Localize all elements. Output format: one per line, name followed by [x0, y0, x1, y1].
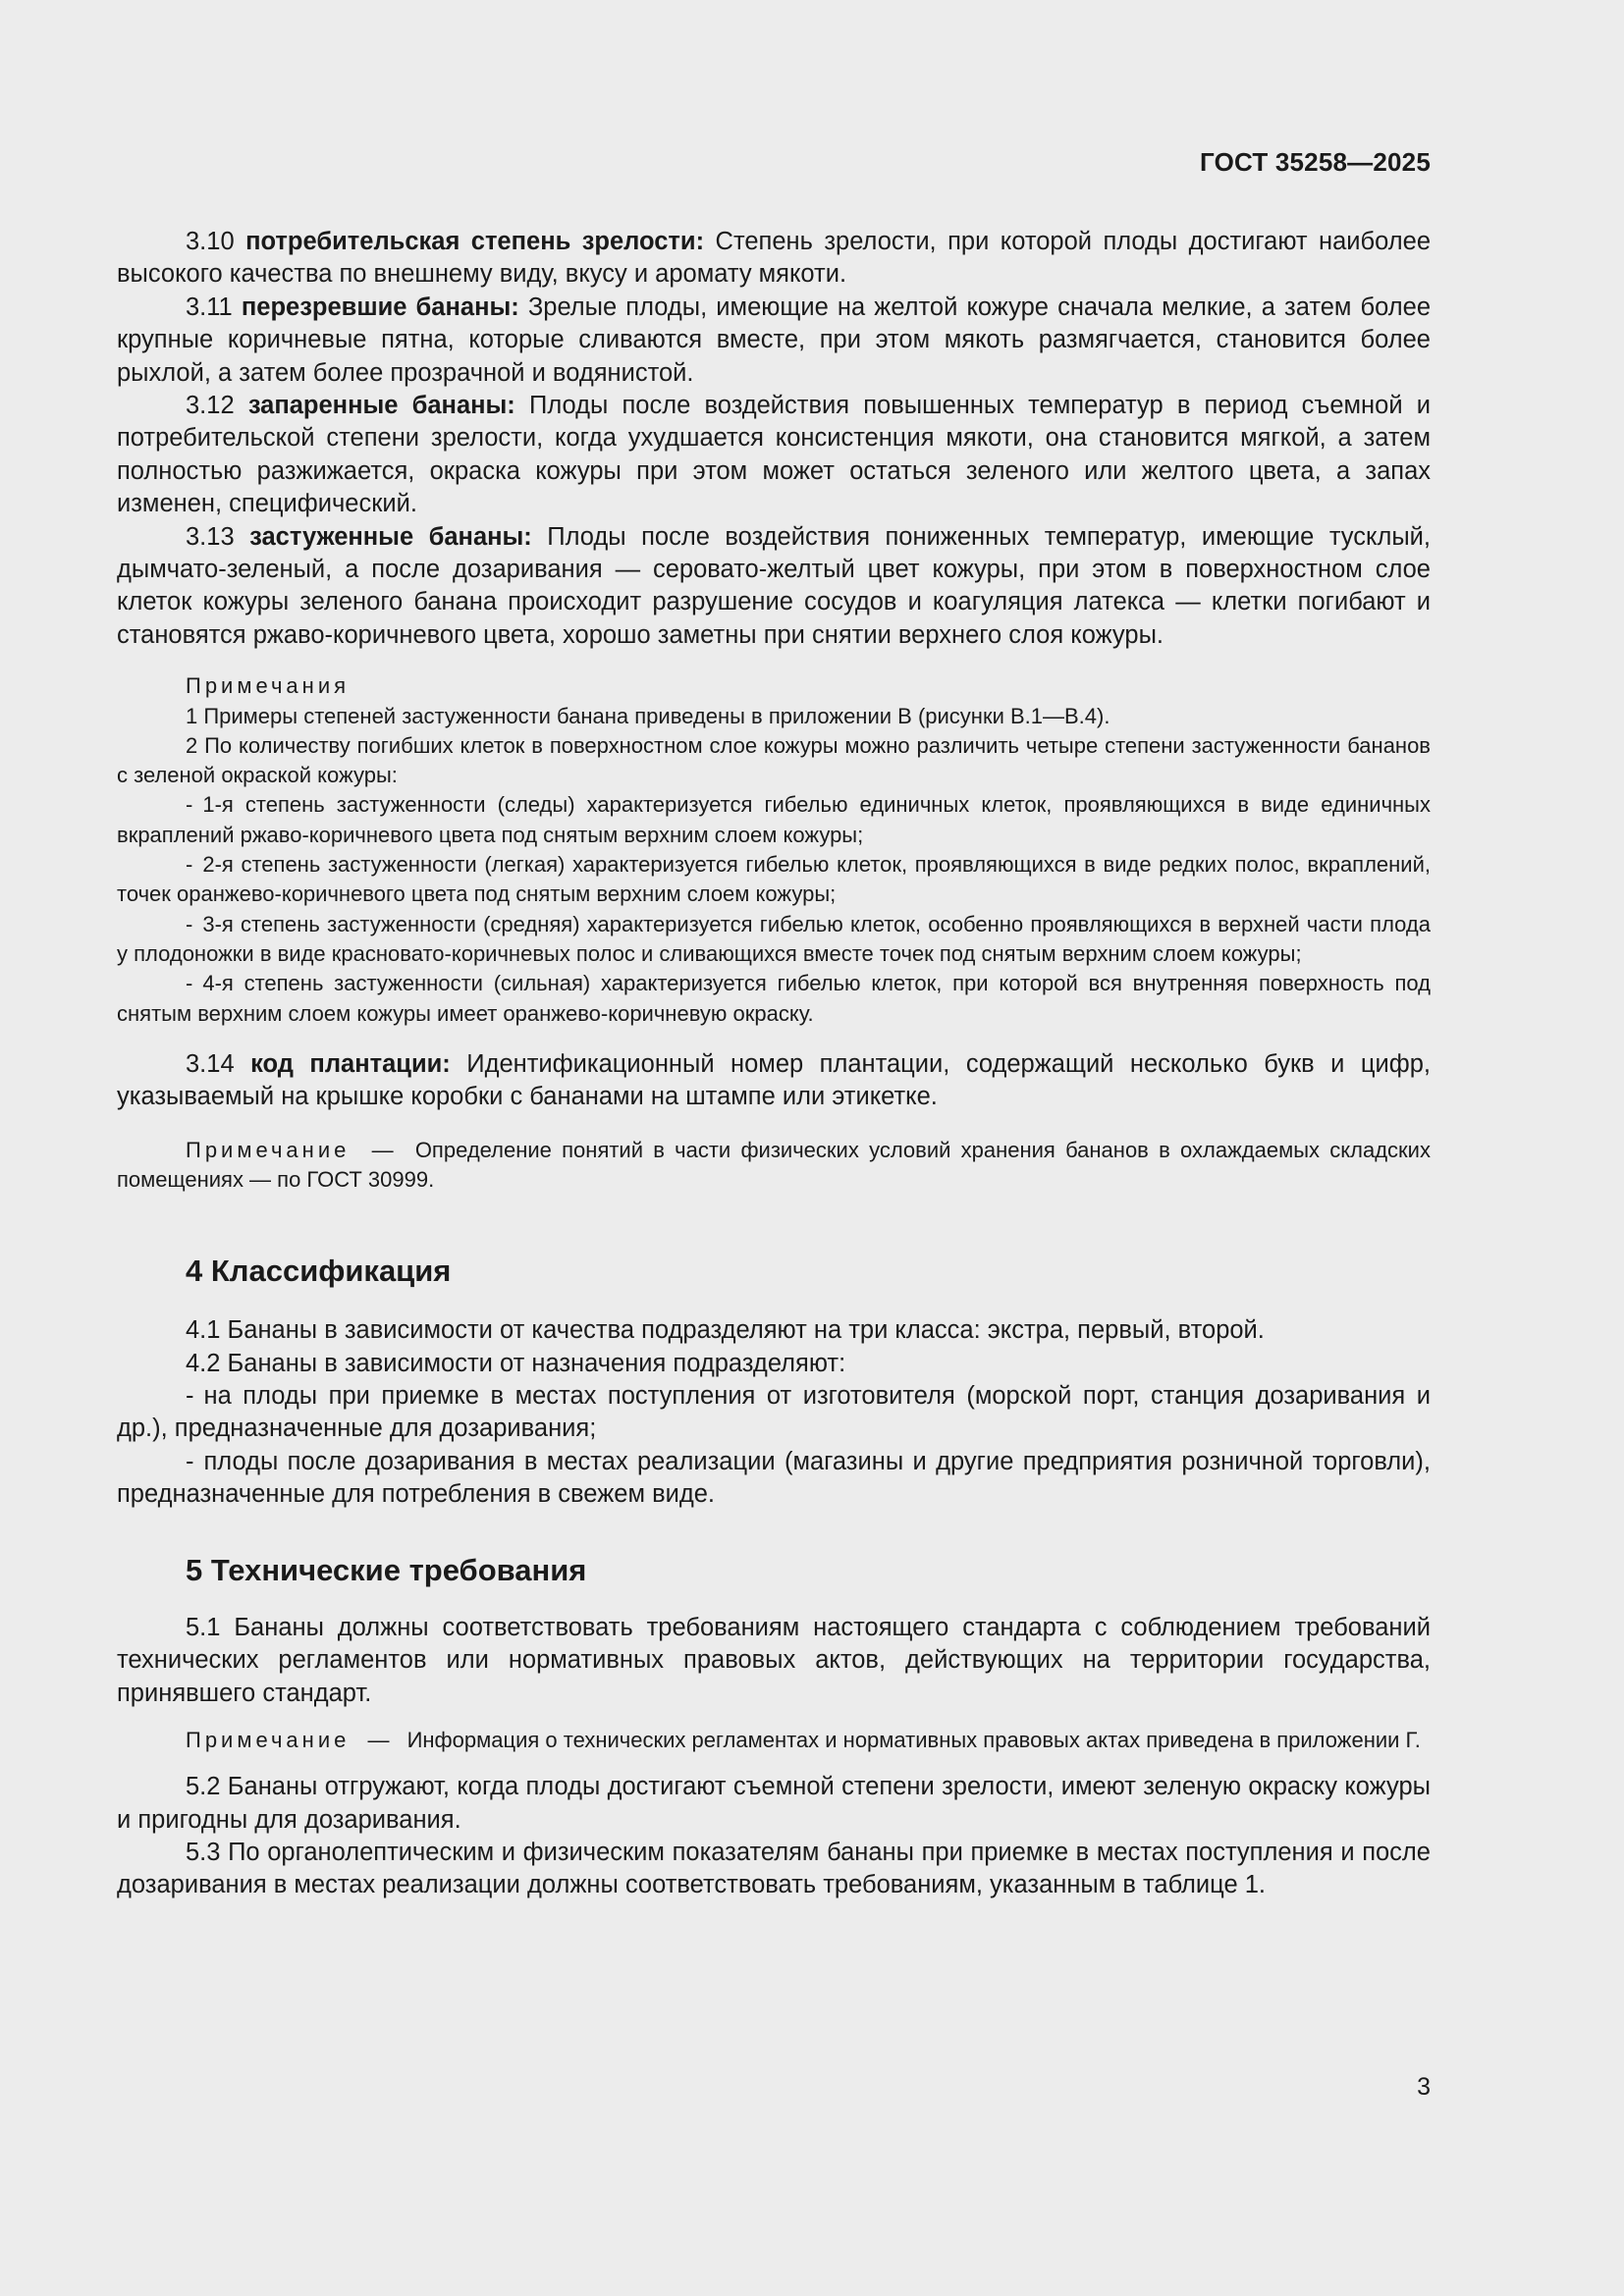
clause-3-14: [117, 1048, 1431, 1114]
list-item-text: плоды после дозаривания в местах реализации (магазины и другие предприятия розничной торговли), предназначенные для потребления в свежем виде.: [117, 1447, 1431, 1509]
note-physical-conditions: [117, 1136, 1431, 1196]
clause-3-12: [117, 390, 1431, 521]
list-dash: -: [186, 1382, 194, 1411]
clause-text: Степень зрелости, при которой плоды достигают наиболее высокого качества по внешнему виду, вкусу и аромату мякоти.: [117, 228, 1431, 289]
list-dash: -: [186, 852, 193, 878]
clause-number: 3.13: [186, 522, 235, 551]
clause-3-11: [117, 292, 1431, 390]
note-2: 2 По количеству погибших клеток в поверхностном слое кожуры можно различить четыре степени застуженности бананов с зеленой окраской кожуры:: [117, 732, 1431, 788]
clause-3-10: [117, 226, 1431, 292]
page-number: 3: [1417, 2073, 1431, 2101]
list-item: [117, 1380, 1431, 1446]
note-item: [117, 969, 1431, 1029]
clause-number: 3.11: [186, 293, 233, 321]
list-dash: -: [186, 792, 193, 818]
clause-text: Идентификационный номер плантации, содержащий несколько букв и цифр, указываемый на крышке коробки с бананами на штампе или этикетке.: [117, 1049, 1431, 1111]
note-text: Информация о технических регламентах и нормативных правовых актах приведена в приложении Г.: [406, 1727, 1421, 1752]
note-item: [117, 850, 1431, 910]
note-item-text: 3-я степень застуженности (средняя) характеризуется гибелью клеток, особенно проявляющихся в верхней части плода у плодоножки в виде красновато-коричневых полос и сливающихся вместе точек под снятым верхним слоем кожуры;: [117, 911, 1431, 966]
note-dash: —: [371, 1137, 394, 1162]
doc-code-header: ГОСТ 35258—2025: [1200, 147, 1431, 177]
clause-4-2: 4.2 Бананы в зависимости от назначения подразделяют:: [186, 1349, 846, 1377]
clause-term: код плантации:: [250, 1049, 451, 1078]
clause-number: 3.10: [186, 228, 235, 255]
note-item-text: 1-я степень застуженности (следы) характеризуется гибелью единичных клеток, проявляющихся в виде единичных вкраплений ржаво-коричневого цвета под снятым верхним слоем кожуры;: [117, 792, 1431, 847]
clause-text: Зрелые плоды, имеющие на желтой кожуре сначала мелкие, а затем более крупные коричневые пятна, которые сливаются вместе, при этом мякоть размягчается, становится более рыхлой, а затем более прозрачной и водянистой.: [117, 293, 1432, 387]
clause-text: Плоды после воздействия повышенных температур в период съемной и потребительской степени зрелости, когда ухудшается консистенция мякоти, она становится мягкой, а затем полностью разжижается, окраска кожуры при этом может остаться зеленого или желтого цвета, а запах изменен, специфический.: [117, 392, 1431, 518]
notes-title: Примечания: [186, 673, 351, 699]
clause-term: застуженные бананы:: [249, 522, 532, 551]
clause-term: перезревшие бананы:: [241, 293, 519, 321]
note-regulations: [117, 1726, 1431, 1755]
list-dash: -: [186, 911, 193, 936]
clause-term: запаренные бананы:: [247, 392, 515, 420]
section-4-heading: 4 Классификация: [186, 1254, 452, 1289]
list-dash: -: [186, 1447, 194, 1475]
page-content: [117, 147, 1431, 1902]
list-item: [117, 1446, 1431, 1512]
note-text: Определение понятий в части физических условий хранения бананов в охлаждаемых складских помещениях — по ГОСТ 30999.: [117, 1137, 1431, 1192]
note-item-text: 2-я степень застуженности (легкая) характеризуется гибелью клеток, проявляющихся в виде редких полос, вкраплений, точек оранжево-коричневого цвета под снятым верхним слоем кожуры;: [117, 852, 1431, 907]
notes-block: [117, 671, 1431, 1029]
clause-number: 3.12: [186, 392, 235, 420]
clause-5-1: 5.1 Бананы должны соответствовать требованиям настоящего стандарта с соблюдением требований технических регламентов или нормативных правовых актов, действующих на территории государства, принявшего стандарт.: [117, 1613, 1431, 1707]
note-1: 1 Примеры степеней застуженности банана приведены в приложении В (рисунки В.1—В.4).: [186, 703, 1110, 728]
note-dash: —: [367, 1727, 390, 1752]
clause-4-1: 4.1 Бананы в зависимости от качества подразделяют на три класса: экстра, первый, второй.: [186, 1316, 1265, 1345]
clause-5-2: 5.2 Бананы отгружают, когда плоды достигают съемной степени зрелости, имеют зеленую окраску кожуры и пригодны для дозаривания.: [117, 1773, 1431, 1834]
clause-number: 3.14: [186, 1049, 235, 1078]
clause-text: Плоды после воздействия пониженных температур, имеющие тусклый, дымчато-зеленый, а после дозаривания — серовато-желтый цвет кожуры, при этом в поверхностном слое клеток кожуры зеленого банана происходит разрушение сосудов и коагуляция латекса — клетки погибают и становятся ржаво-коричневого цвета, хорошо заметны при снятии верхнего слоя кожуры.: [117, 522, 1431, 649]
list-dash: -: [186, 971, 193, 996]
note-item: [117, 910, 1431, 970]
clause-3-13: [117, 521, 1431, 653]
note-label: Примечание: [186, 1137, 351, 1162]
section-5-heading: 5 Технические требования: [186, 1552, 587, 1587]
clause-term: потребительская степень зрелости:: [245, 228, 705, 255]
clause-5-3: 5.3 По органолептическим и физическим показателям бананы при приемке в местах поступления и после дозаривания в местах реализации должны соответствовать требованиям, указанным в таблице 1.: [117, 1839, 1431, 1899]
list-item-text: на плоды при приемке в местах поступления от изготовителя (морской порт, станция дозаривания и др.), предназначенные для дозаривания;: [117, 1382, 1431, 1443]
note-item-text: 4-я степень застуженности (сильная) характеризуется гибелью клеток, при которой вся внутренняя поверхность под снятым верхним слоем кожуры имеет оранжево-коричневую окраску.: [117, 971, 1431, 1026]
note-label: Примечание: [186, 1727, 351, 1752]
note-item: [117, 790, 1431, 850]
